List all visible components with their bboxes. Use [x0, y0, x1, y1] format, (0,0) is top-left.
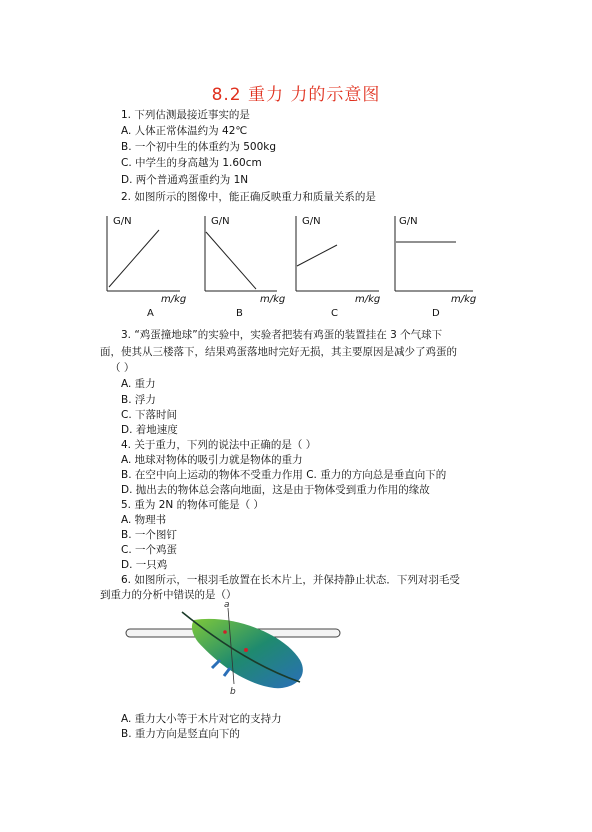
- question-5-option-c: C. 一个鸡蛋: [121, 544, 178, 556]
- graph-c-y-label: G/N: [302, 216, 321, 227]
- question-2-graphs: [95, 208, 495, 320]
- graph-d: [395, 216, 476, 319]
- question-1-option-c: C. 中学生的身高越为 1.60cm: [121, 157, 262, 169]
- question-4-option-a: A. 地球对物体的吸引力就是物体的重力: [121, 454, 303, 466]
- graph-a-y-label: G/N: [113, 216, 132, 227]
- graph-a-x-label: m/kg: [161, 294, 187, 305]
- graph-d-x-label: m/kg: [451, 294, 477, 305]
- question-4-option-d: D. 抛出去的物体总会落向地面，这是由于物体受到重力作用的缘故: [121, 484, 430, 496]
- question-6-stem-line-1: 6. 如图所示，一根羽毛放置在长木片上，并保持静止状态．下列对羽毛受: [121, 574, 460, 586]
- question-3-option-a: A. 重力: [121, 378, 156, 390]
- question-3-option-d: D. 着地速度: [121, 424, 178, 436]
- graph-c: [296, 216, 380, 319]
- graph-d-y-label: G/N: [399, 216, 418, 227]
- question-6-option-b: B. 重力方向是竖直向下的: [121, 728, 240, 740]
- question-4-option-b-c: B. 在空中向上运动的物体不受重力作用 C. 重力的方向总是垂直向下的: [121, 469, 447, 481]
- point-marker: [223, 630, 227, 634]
- question-3-stem-line-3: （ ）: [110, 362, 135, 374]
- question-1-stem: 1. 下列估测最接近事实的是: [121, 109, 250, 121]
- center-of-gravity-point: [244, 648, 248, 652]
- feather-figure: [124, 598, 342, 708]
- page-title: 8.2 重力 力的示意图: [211, 85, 381, 105]
- question-6-stem-line-2: 到重力的分析中错误的是（）: [100, 589, 237, 601]
- question-2-stem: 2. 如图所示的图像中，能正确反映重力和质量关系的是: [121, 191, 376, 203]
- question-1-option-a: A. 人体正常体温约为 42℃: [121, 125, 248, 137]
- question-3-stem-line-1: 3. “鸡蛋撞地球”的实验中，实验者把装有鸡蛋的装置挂在 3 个气球下: [121, 329, 443, 341]
- question-5-stem: 5. 重为 2N 的物体可能是（ ）: [121, 499, 264, 511]
- graph-a: [107, 216, 186, 319]
- graph-a-letter: A: [147, 308, 154, 319]
- graph-b: [205, 216, 285, 319]
- label-a: a: [224, 600, 230, 610]
- question-5-option-a: A. 物理书: [121, 514, 167, 526]
- question-3-option-c: C. 下落时间: [121, 409, 178, 421]
- question-1-option-b: B. 一个初中生的体重约为 500kg: [121, 141, 277, 153]
- question-5-option-d: D. 一只鸡: [121, 559, 168, 571]
- question-4-stem: 4. 关于重力，下列的说法中正确的是（ ）: [121, 439, 317, 451]
- graph-b-y-label: G/N: [211, 216, 230, 227]
- question-1-option-d: D. 两个普通鸡蛋重约为 1N: [121, 174, 249, 186]
- question-3-stem-line-2: 面，使其从三楼落下，结果鸡蛋落地时完好无损，其主要原因是减少了鸡蛋的: [100, 346, 457, 358]
- graph-b-letter: B: [236, 308, 243, 319]
- graph-c-x-label: m/kg: [355, 294, 381, 305]
- label-b: b: [230, 687, 236, 697]
- graph-d-letter: D: [432, 308, 440, 319]
- question-6-option-a: A. 重力大小等于木片对它的支持力: [121, 713, 282, 725]
- graph-c-letter: C: [331, 308, 338, 319]
- graph-b-x-label: m/kg: [260, 294, 286, 305]
- question-5-option-b: B. 一个图钉: [121, 529, 177, 541]
- question-3-option-b: B. 浮力: [121, 394, 156, 406]
